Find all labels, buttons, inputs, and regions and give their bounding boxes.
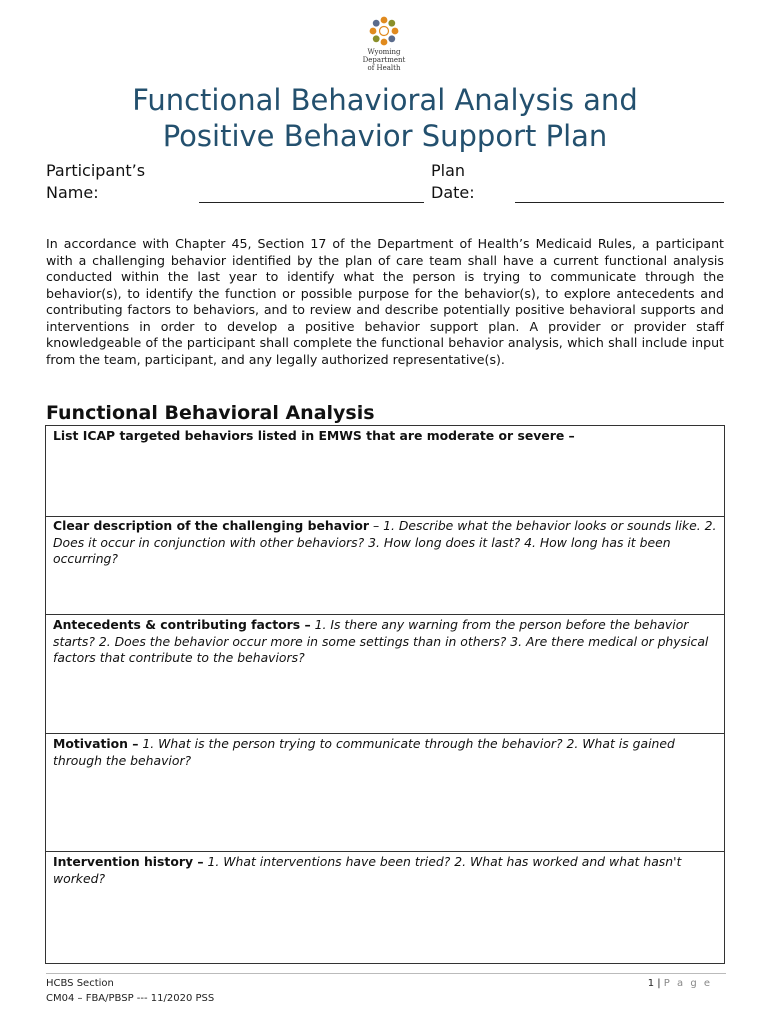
row-label: Motivation – — [53, 736, 139, 751]
row-icap-behaviors[interactable] — [46, 426, 724, 517]
footer-left — [46, 976, 214, 1006]
title-line-2: Positive Behavior Support Plan — [162, 119, 608, 153]
row-prompt: 1. What interventions have been tried? 2. What has worked and what hasn't worked? — [53, 854, 682, 886]
row-motivation[interactable] — [46, 734, 724, 852]
footer-section: HCBS Section — [46, 978, 114, 989]
page-separator: | — [654, 978, 664, 989]
logo-line-3: of Health — [367, 64, 401, 72]
participant-label-line-2: Name: — [46, 183, 99, 202]
logo-line-1: Wyoming — [367, 48, 401, 56]
plan-date-label — [431, 160, 475, 204]
logo-line-2: Department — [362, 56, 406, 64]
row-behavior-description[interactable] — [46, 517, 724, 615]
participant-name-label — [46, 160, 145, 204]
row-prompt: 1. What is the person trying to communicate through the behavior? 2. What is gained through the behavior? — [53, 736, 675, 768]
row-label: Clear description of the challenging behavior — [53, 518, 370, 533]
plan-label-line-1: Plan — [431, 161, 466, 180]
department-logo — [356, 14, 412, 84]
plan-label-line-2: Date: — [431, 183, 475, 202]
row-intervention-history[interactable] — [46, 852, 724, 963]
section-title: Functional Behavioral Analysis — [46, 402, 375, 424]
page-title — [0, 82, 770, 154]
row-prompt: – 1. Describe what the behavior looks or sounds like. 2. Does it occur in conjunction with other behaviors? 3. How long does it last? 4. How long has it been occurring? — [53, 518, 717, 566]
footer-divider — [46, 973, 726, 974]
intro-paragraph: In accordance with Chapter 45, Section 17 of the Department of Health’s Medicaid Rules, a participant with a challenging behavior identified by the plan of care team shall have a current functional analysis conducted within the last year to identify what the person is trying to communicate through the behavior(s), to identify the function or possible purpose for the behavior(s), to explore antecedents and contributing factors to behaviors, and to review and describe potentially positive behavioral supports and interventions in order to develop a positive behavior support plan. A provider or provider staff knowledgeable of the participant shall complete the functional behavior analysis, which shall include input from the team, participant, and any legally authorized representative(s). — [46, 236, 724, 367]
row-antecedents[interactable] — [46, 615, 724, 734]
plan-date-field[interactable] — [515, 202, 724, 203]
participant-label-line-1: Participant’s — [46, 161, 146, 180]
row-prompt: 1. Is there any warning from the person before the behavior starts? 2. Does the behavior occur more in some settings than in others? 3. Are there medical or physical factors that contribute to the behaviors? — [53, 617, 709, 665]
page-number-value: 1 — [647, 978, 655, 989]
page-word: P a g e — [663, 978, 712, 989]
row-label: Intervention history – — [53, 854, 204, 869]
row-label: List ICAP targeted behaviors listed in EMWS that are moderate or severe – — [53, 428, 575, 443]
participant-name-field[interactable] — [199, 202, 424, 203]
page-number — [648, 976, 712, 991]
fba-table — [45, 425, 725, 964]
title-line-1: Functional Behavioral Analysis and — [132, 83, 638, 117]
row-label: Antecedents & contributing factors – — [53, 617, 311, 632]
wyoming-doh-flower-icon — [367, 14, 401, 48]
footer-code: CM04 – FBA/PBSP --- 11/2020 PSS — [46, 993, 215, 1004]
